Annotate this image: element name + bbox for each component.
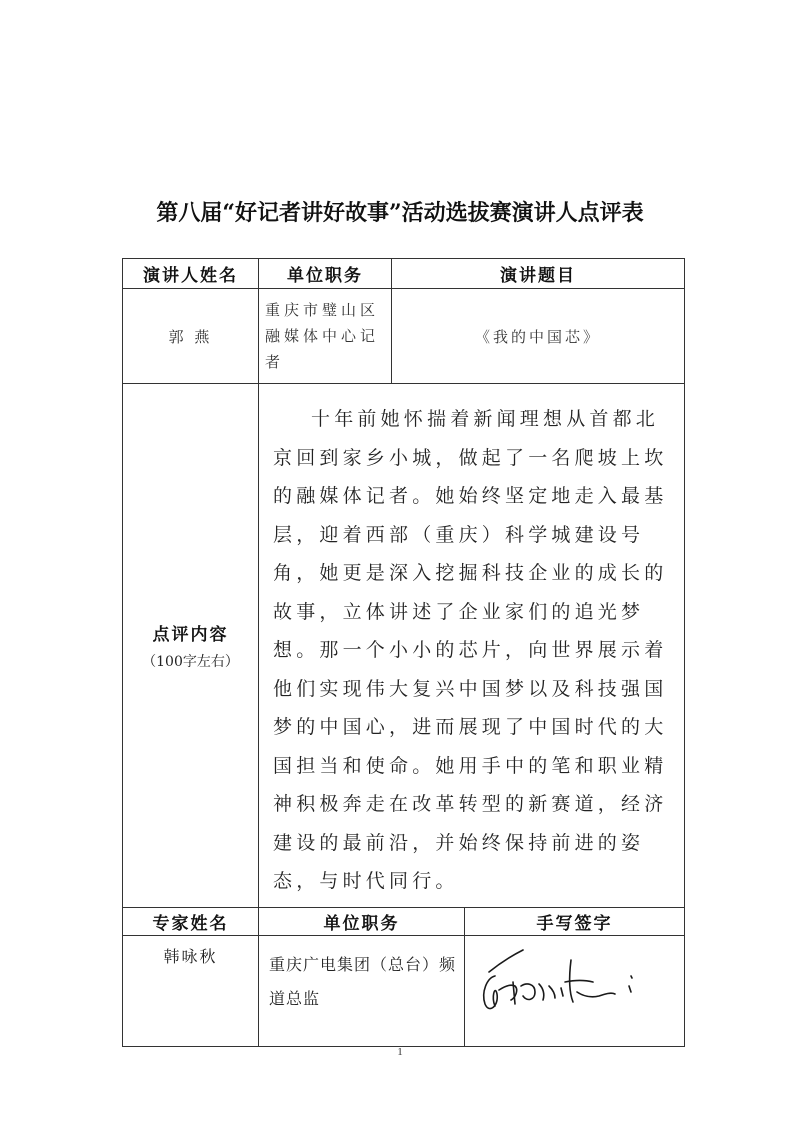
expert-header-row <box>123 907 685 935</box>
expert-unit-position: 重庆广电集团（总台）频道总监 <box>259 935 465 1046</box>
page-title: 第八届“好记者讲好故事”活动选拔赛演讲人点评表 <box>156 200 644 226</box>
speech-topic-header: 演讲题目 <box>392 259 685 289</box>
speaker-header-row <box>123 259 685 289</box>
comment-label-cell <box>123 384 259 908</box>
speaker-unit-position: 重庆市璧山区融媒体中心记者 <box>259 289 392 384</box>
speaker-name: 郭 燕 <box>123 289 259 384</box>
expert-name: 韩咏秋 <box>123 935 259 1046</box>
comment-row <box>123 384 685 908</box>
signature-cell <box>465 935 685 1046</box>
unit-position-header: 单位职务 <box>259 259 392 289</box>
comment-label: 点评内容 <box>152 624 229 645</box>
handwritten-signature <box>465 936 665 1022</box>
speaker-info-row <box>123 289 685 384</box>
signature-header: 手写签字 <box>465 907 685 935</box>
evaluation-form-table <box>122 258 685 1047</box>
comment-text: 十年前她怀揣着新闻理想从首都北京回到家乡小城，做起了一名爬坡上坎的融媒体记者。她始终坚定地走入最基层，迎着西部（重庆）科学城建设号角，她更是深入挖掘科技企业的成长的故事，立体讲述了企业家们的追光梦想。那一个小小的芯片，向世界展示着他们实现伟大复兴中国梦以及科技强国梦的中国心，进而展现了中国时代的大国担当和使命。她用手中的笔和职业精神积极奔走在改革转型的新赛道，经济建设的最前沿，并始终保持前进的姿态，与时代同行。 <box>259 384 685 908</box>
speaker-name-header: 演讲人姓名 <box>123 259 259 289</box>
page-number: 1 <box>397 1046 403 1058</box>
expert-unit-position-header: 单位职务 <box>259 907 465 935</box>
speech-topic: 《我的中国芯》 <box>392 289 685 384</box>
comment-sublabel: （100字左右） <box>142 653 239 670</box>
expert-info-row <box>123 935 685 1046</box>
expert-name-header: 专家姓名 <box>123 907 259 935</box>
